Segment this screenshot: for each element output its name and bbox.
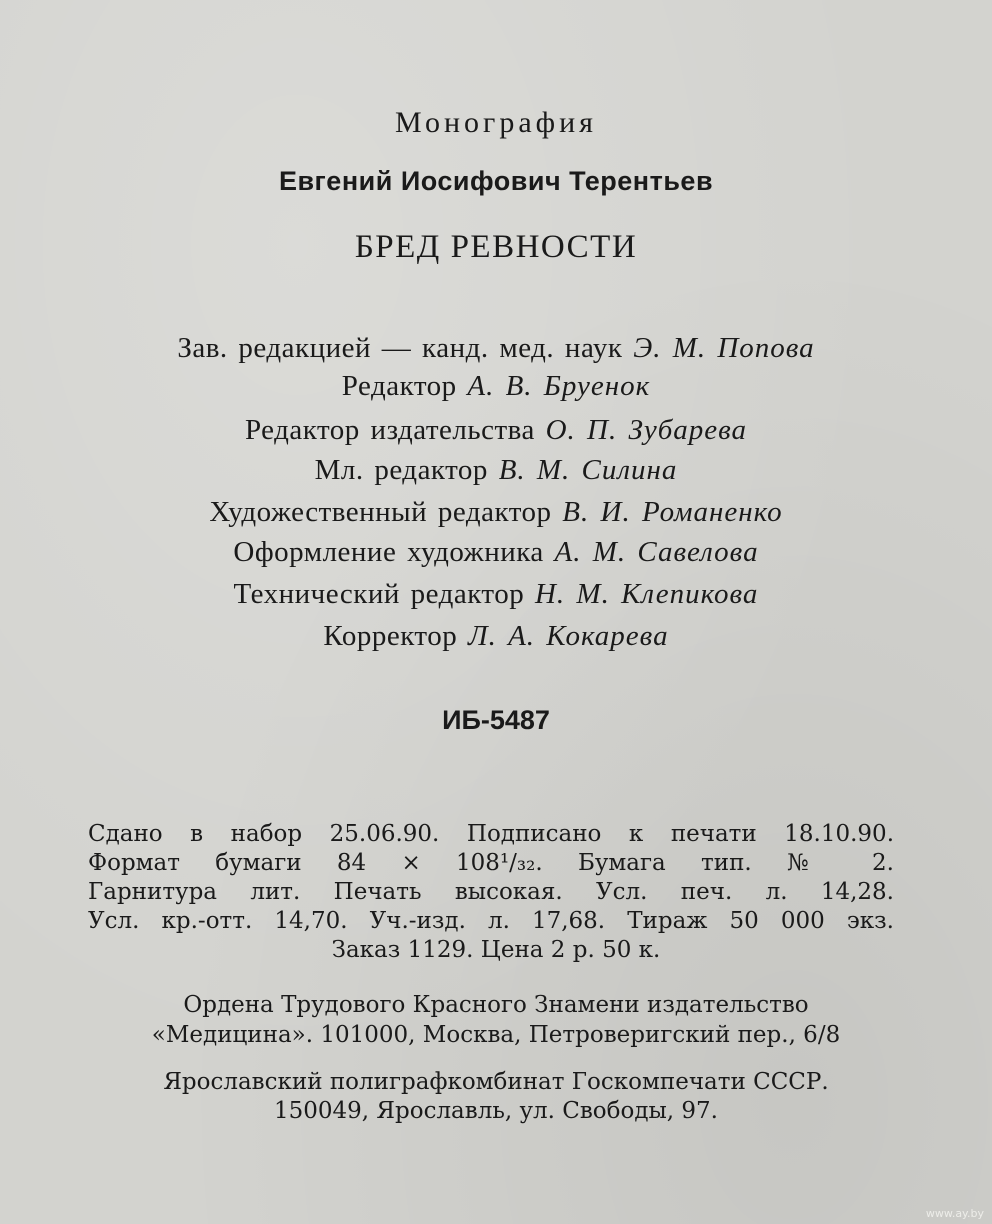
credit-person: О. П. Зубарева (545, 414, 748, 446)
credit-line (0, 580, 992, 609)
author-name: Евгений Иосифович Терентьев (278, 166, 714, 196)
credit-role: Оформление художника (233, 536, 544, 568)
credit-person: Л. А. Кокарева (467, 620, 669, 652)
printer-address: 150049, Ярославль, ул. Свободы, 97. (274, 1098, 718, 1124)
credit-role: Редактор (341, 370, 457, 402)
credit-role: Корректор (323, 620, 458, 652)
credit-role: Редактор издательства (244, 414, 535, 446)
credit-person: А. М. Савелова (554, 536, 759, 568)
publisher-name: Ордена Трудового Красного Знамени издательство (183, 992, 809, 1018)
credit-person: В. И. Романенко (562, 496, 783, 528)
credit-line (0, 416, 992, 445)
credit-role: Мл. редактор (314, 454, 488, 486)
credit-line (0, 622, 992, 651)
credit-person: А. В. Бруенок (467, 370, 651, 402)
printer-name: Ярославский полиграфкомбинат Госкомпечати СССР. (163, 1069, 829, 1095)
imprint-line: Гарнитура лит. Печать высокая. Усл. печ. л. 14,28. (88, 879, 894, 905)
credit-line (0, 498, 992, 527)
credit-role: Зав. редакцией — канд. мед. наук (177, 332, 623, 364)
credit-role: Технический редактор (233, 578, 525, 610)
imprint-order: Заказ 1129. Цена 2 р. 50 к. (331, 937, 661, 963)
credit-person: Э. М. Попова (633, 332, 815, 364)
credit-line (0, 538, 992, 567)
imprint-line: Сдано в набор 25.06.90. Подписано к печати 18.10.90. (88, 821, 894, 847)
credit-line (0, 372, 992, 401)
ib-number: ИБ-5487 (442, 705, 550, 735)
credit-line (0, 456, 992, 485)
credit-line (0, 334, 992, 363)
imprint-line: Формат бумаги 84 × 108¹/₃₂. Бумага тип. № 2. (88, 850, 894, 876)
credit-role: Художественный редактор (209, 496, 552, 528)
watermark: www.ay.by (925, 1207, 984, 1220)
credit-person: Н. М. Клепикова (534, 578, 759, 610)
series-label: Монография (395, 106, 597, 139)
book-title: БРЕД РЕВНОСТИ (354, 229, 638, 265)
imprint-line: Усл. кр.-отт. 14,70. Уч.-изд. л. 17,68. Тираж 50 000 экз. (88, 908, 894, 934)
credit-person: В. М. Силина (498, 454, 678, 486)
publisher-address: «Медицина». 101000, Москва, Петроверигский пер., 6/8 (151, 1022, 841, 1048)
